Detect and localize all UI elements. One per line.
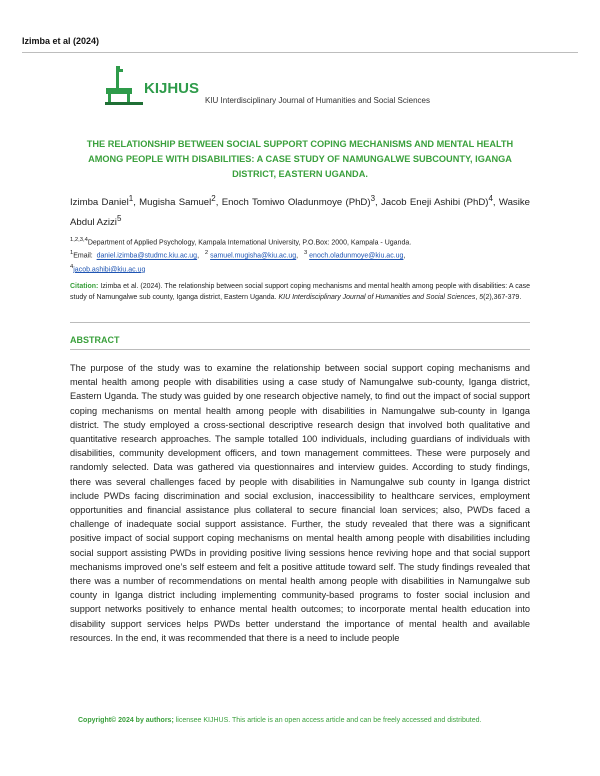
email-line: $^1$Email: daniel.izimba@studmc.kiu.ac.ug, $^2$ samuel.mugisha@kiu.ac.ug, $^3$ enoch.oladunmoye@kiu.ac.ug, $^4$jacob.ashibi@kiu.ac.ug [70,250,406,273]
author-sup: 3 [370,194,376,203]
citation-volume: 5 [479,294,484,301]
running-head: Izimba et al (2024) [22,36,100,46]
affiliation-line: $^{1,2,3,4}$Department of Applied Psychology, Kampala International University, P.O.Box: 2000, Kampala - Uganda. [70,237,412,247]
citation-divider [70,322,530,323]
paper-title: THE RELATIONSHIP BETWEEN SOCIAL SUPPORT COPING MECHANISMS AND MENTAL HEALTH AMONG PEOPLE WITH DISABILITIES: A CASE STUDY OF NAMUNGALWE SUBCOUNTY, IGANGA DISTRICT, EASTERN UGANDA. [86,139,514,179]
citation-block: Citation: Izimba et al. (2024). The relationship between social support coping mechanisms and mental health among people with disabilities: A case study of Namungalwe sub county, Iganga district, Eastern Uganda. KIU Interdisciplinary Journal of Humanities and Social Sciences, 5(2),367-379. [70,283,530,301]
citation-journal: KIU Interdisciplinary Journal of Humanities and Social Sciences [278,294,476,301]
copyright-notice [78,714,530,728]
author-name: Wasike Abdul Azizi [70,197,530,229]
journal-logo [102,64,202,106]
email-label: Email: [73,252,93,260]
citation-label: Citation: [70,283,99,290]
copyright-text: licensee KIJHUS. This article is an open access article and can be freely accessed and distributed. [173,717,482,724]
affiliations [70,235,530,275]
citation-pages: (2),367-379. [483,294,522,301]
journal-name: KIU Interdisciplinary Journal of Humanities and Social Sciences [205,96,430,105]
author-list: Izimba Daniel$^1$, Mugisha Samuel$^2$, Enoch Tomiwo Oladunmoye (PhD)$^3$, Jacob Eneji Ashibi (PhD)$^4$, Wasike Abdul Azizi$^5$ [70,194,530,229]
email-link[interactable]: enoch.oladunmoye@kiu.ac.ug [309,252,404,260]
email-link[interactable]: jacob.ashibi@kiu.ac.ug [73,265,146,273]
author-name: Jacob Eneji Ashibi (PhD) [380,197,489,209]
header-divider [22,52,578,53]
abstract-divider [70,349,530,350]
abstract-body: The purpose of the study was to examine the relationship between social support coping mechanisms and mental health among people with disabilities using a case study of Namungalwe sub-county, Iganga district, Eastern Uganda. The study was guided by one research objective namely, to find out the impact of social support coping mechanisms on mental health among people with disabilities in Namungalwe sub-county in Iganga district. The study employed a cross-sectional descriptive research design that involved both qualitative and quantitative research approaches. The sample totalled 100 individuals, including guardians of individuals with disabilities, community development officers, and town management committees. These were purposely and randomly selected. Data was gathered via questionnaires and interview guides. According to study findings, there was several challenges faced by people with disabilities in Namungalwe sub county in Iganga district include PWDs facing discrimination and social exclusion, inaccessibility to healthcare services, employment opportunities and financial assistance plus collateral to secure financial loan services; also, PWDs faced a challenge of inadequate social support assistance. Further, the study revealed that there was a significant positive impact of social support coping mechanisms on mental health among people with disabilities including social support assisting PWDs in providing positive living sessions hence reviving hope and that social support mechanisms improved one’s self esteem and felt a positive attitude toward self. The study findings revealed that there was a number of recommendations on mental health among people with disabilities in Namungalwe sub county in Iganga district including implementing community-based programs to foster social inclusion and support networks positively to enhance mental health outcomes; to incorporate mental health education into disability support services helps PWDs better understand the importance of mental health and available resources. In the end, it was recommended that there is a need to include people [70,363,530,643]
abstract-heading: ABSTRACT [70,335,120,345]
email-link[interactable]: daniel.izimba@studmc.kiu.ac.ug [96,252,198,260]
author-sup: 4 [488,194,493,203]
author-name: Mugisha Samuel [139,197,212,209]
citation-text: Izimba et al. (2024). The relationship between social support coping mechanisms and mental health among people with disabilities: A case study of Namungalwe sub county, Iganga district, Eastern Uganda. [70,283,530,301]
author-sup: 2 [211,194,216,203]
author-name: Izimba Daniel [70,197,129,209]
email-link[interactable]: samuel.mugisha@kiu.ac.ug [210,252,297,260]
journal-logo-text: KIJHUS [144,80,200,97]
author-name: Enoch Tomiwo Oladunmoye (PhD) [221,197,371,209]
author-sup: 5 [116,214,122,224]
kiu-giraffe-logo-icon [102,64,144,106]
author-sup: 1 [128,194,134,203]
copyright-bold: Copyright© 2024 by authors; [78,717,174,724]
